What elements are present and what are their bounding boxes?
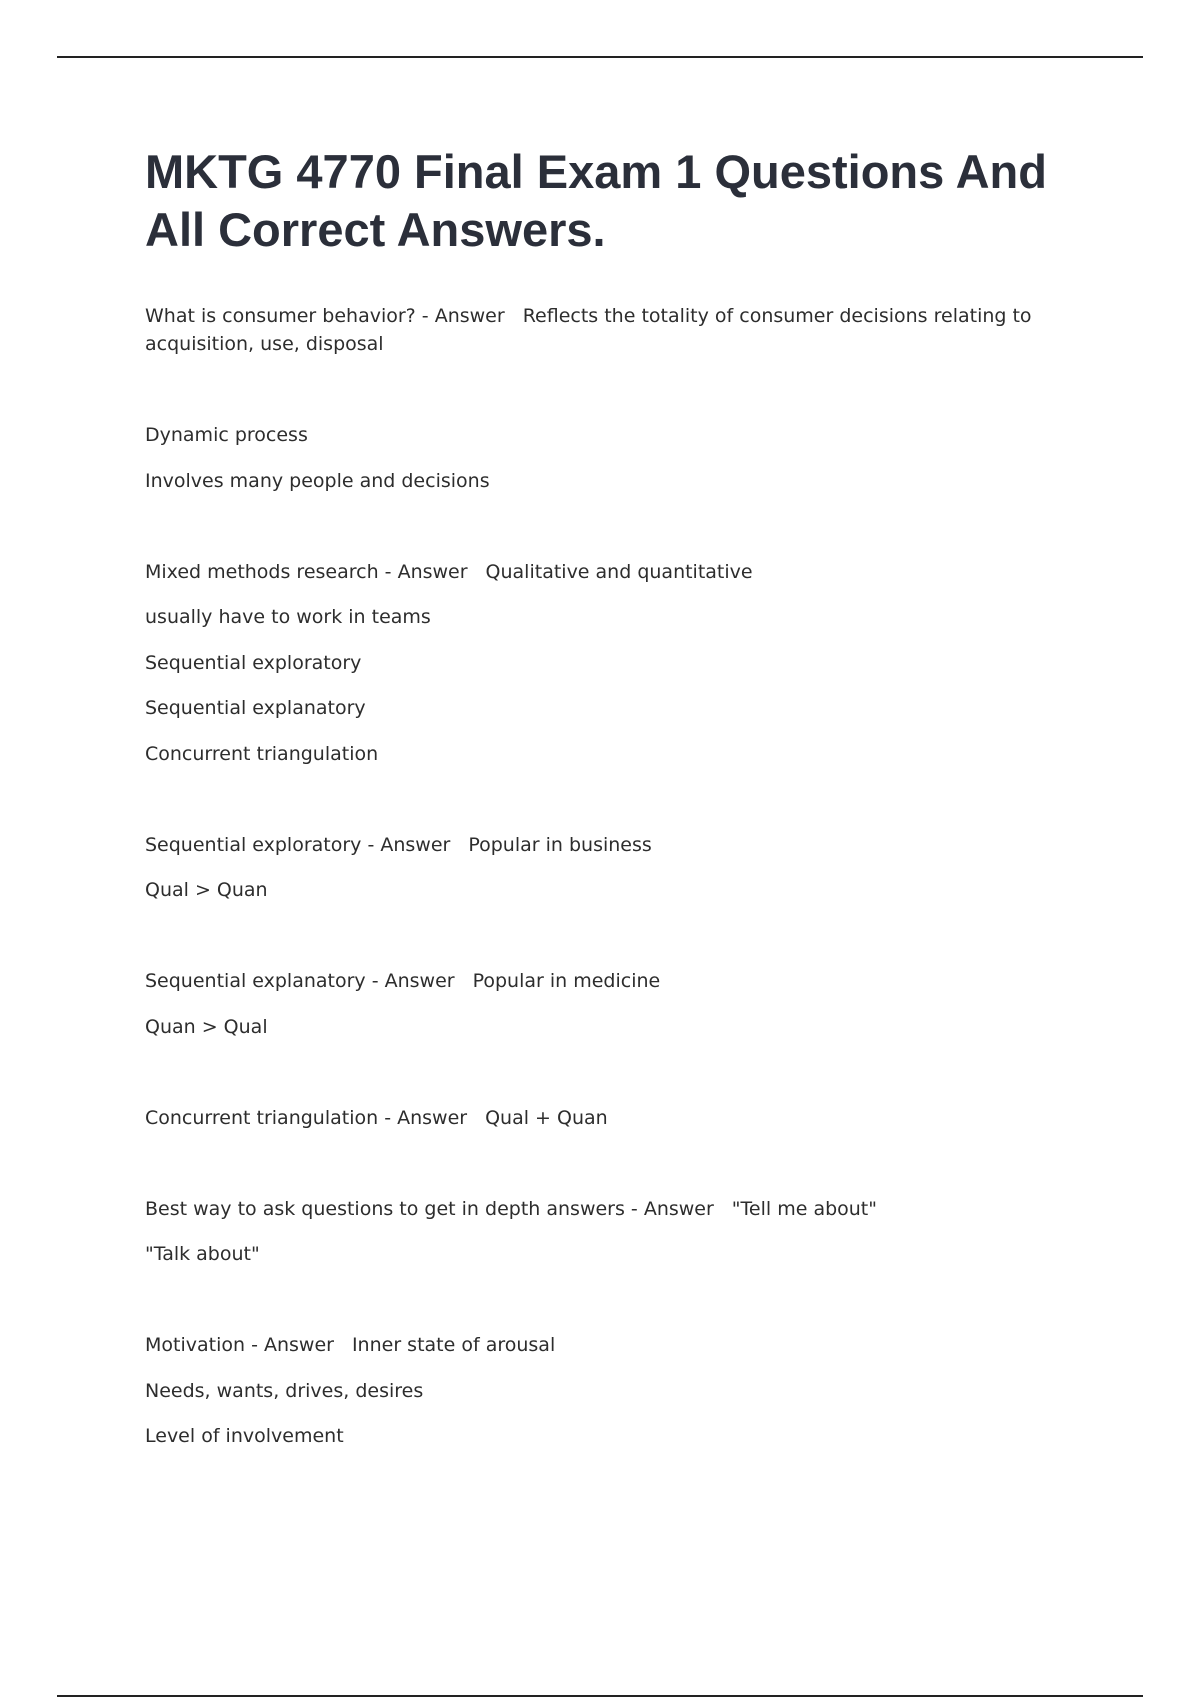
question-text: Concurrent triangulation - Answer <box>145 1107 468 1129</box>
answer-text: "Tell me about" <box>731 1198 877 1220</box>
qa-line-sequential-explanatory <box>145 967 660 995</box>
qa-line-mixed-methods <box>145 558 753 586</box>
question-text: Mixed methods research - Answer <box>145 561 468 583</box>
answer-detail: usually have to work in teams <box>145 606 431 628</box>
question-text: Sequential exploratory - Answer <box>145 834 451 856</box>
qa-line-motivation <box>145 1331 555 1359</box>
answer-detail: Needs, wants, drives, desires <box>145 1380 424 1402</box>
answer-detail: Involves many people and decisions <box>145 470 490 492</box>
answer-continuation: acquisition, use, disposal <box>145 333 384 355</box>
question-text: What is consumer behavior? - Answer <box>145 305 505 327</box>
answer-detail: Qual > Quan <box>145 879 268 901</box>
qa-line-in-depth-questions <box>145 1195 877 1223</box>
answer-detail: Quan > Qual <box>145 1016 268 1038</box>
question-text: Sequential explanatory - Answer <box>145 970 455 992</box>
answer-detail: Dynamic process <box>145 424 308 446</box>
answer-text: Qualitative and quantitative <box>485 561 753 583</box>
bottom-rule <box>57 1695 1143 1697</box>
qa-line-concurrent-triangulation <box>145 1104 608 1132</box>
question-text: Best way to ask questions to get in depth answers - Answer <box>145 1198 714 1220</box>
answer-text: Reflects the totality of consumer decisions relating to <box>522 305 1032 327</box>
qa-line-sequential-exploratory <box>145 831 652 859</box>
answer-detail: Sequential explanatory <box>145 697 366 719</box>
answer-text: Popular in medicine <box>472 970 661 992</box>
answer-detail: "Talk about" <box>145 1243 260 1265</box>
top-rule <box>57 56 1143 58</box>
answer-detail: Concurrent triangulation <box>145 743 379 765</box>
answer-text: Inner state of arousal <box>351 1334 556 1356</box>
document-title: MKTG 4770 Final Exam 1 Questions And All Correct Answers. <box>145 145 1047 256</box>
answer-text: Qual + Quan <box>485 1107 608 1129</box>
question-text: Motivation - Answer <box>145 1334 334 1356</box>
answer-detail: Level of involvement <box>145 1425 344 1447</box>
answer-detail: Sequential exploratory <box>145 652 362 674</box>
qa-line-consumer-behavior <box>145 302 1032 330</box>
answer-text: Popular in business <box>468 834 652 856</box>
